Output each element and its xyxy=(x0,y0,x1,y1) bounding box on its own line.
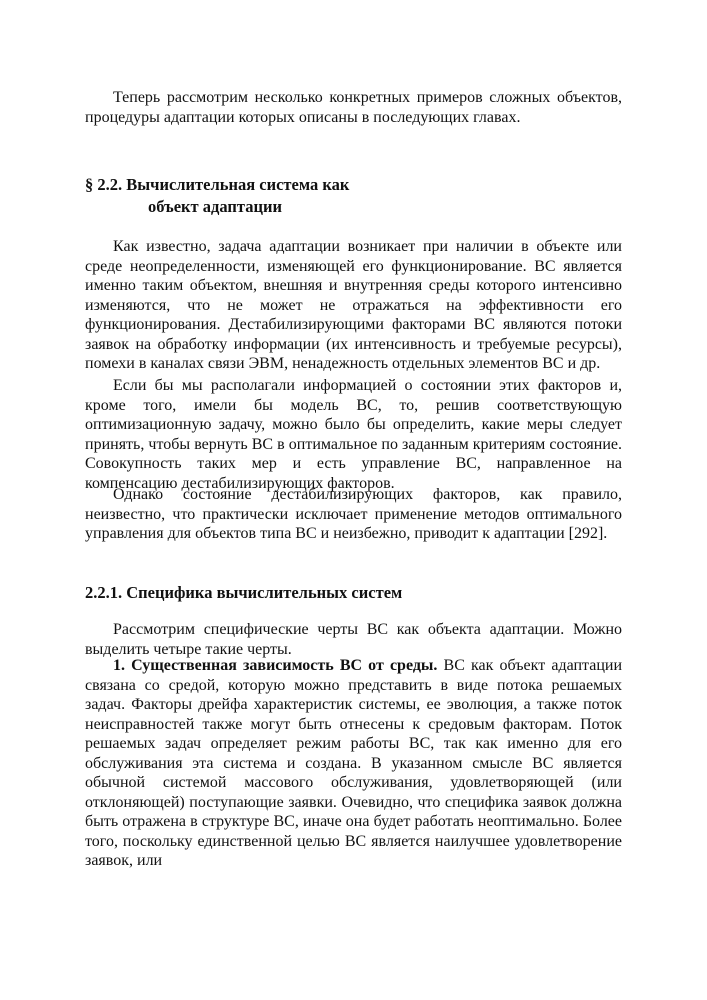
body-paragraph-2: Если бы мы располагали информацией о состоянии этих факторов и, кроме того, имели бы модель ВС, то, решив соответствующую оптимизационную задачу, можно было бы определить, какие меры следует принять, чтобы вернуть ВС в оптимальное по заданным критериям состояние. Совокупность таких мер и есть управление ВС, направленное на компенсацию дестабилизирующих факторов. xyxy=(85,377,622,492)
sub-paragraph-2-lead: 1. Существенная зависимость ВС от среды. xyxy=(113,657,438,674)
body-paragraph-3: Однако состояние дестабилизирующих факторов, как правило, неизвестно, что практически исключает применение методов оптимального управления для объектов типа ВС и неизбежно, приводит к адаптации [292]. xyxy=(85,486,622,542)
section-heading-line1: § 2.2. Вычислительная система как xyxy=(85,175,350,194)
sub-paragraph-1: Рассмотрим специфические черты ВС как объекта адаптации. Можно выделить четыре такие черты. xyxy=(85,621,622,658)
sub-paragraph-2 xyxy=(85,656,622,871)
subsection-heading: 2.2.1. Специфика вычислительных систем xyxy=(85,583,403,602)
body-paragraph-1: Как известно, задача адаптации возникает при наличии в объекте или среде неопределенности, изменяющей его функционирование. ВС является именно таким объектом, внешняя и внутренняя среды которого интенсивно изменяются, что не может не отражаться на эффективности его функционирования. Дестабилизирующими факторами ВС являются потоки заявок на обработку информации (их интенсивность и требуемые ресурсы), помехи в каналах связи ЭВМ, ненадежность отдельных элементов ВС и др. xyxy=(85,238,622,372)
section-heading-line2: объект адаптации xyxy=(148,197,282,216)
intro-paragraph: Теперь рассмотрим несколько конкретных примеров сложных объектов, процедуры адаптации которых описаны в последующих главах. xyxy=(85,89,622,126)
section-heading xyxy=(85,174,622,218)
sub-paragraph-2-body: ВС как объект адаптации связана со средой, которую можно представить в виде потока решаемых задач. Факторы дрейфа характеристик системы, ее эволюция, а также поток неисправностей также могут быть отнесены к средовым факторам. Поток решаемых задач определяет режим работы ВС, так как именно для его обслуживания эта система и создана. В указанном смысле ВС является обычной системой массового обслуживания, удовлетворяющей (или отклоняющей) поступающие заявки. Очевидно, что специфика заявок должна быть отражена в структуре ВС, иначе она будет работать неоптимально. Более того, поскольку единственной целью ВС является наилучшее удовлетворение заявок, или xyxy=(85,657,623,869)
